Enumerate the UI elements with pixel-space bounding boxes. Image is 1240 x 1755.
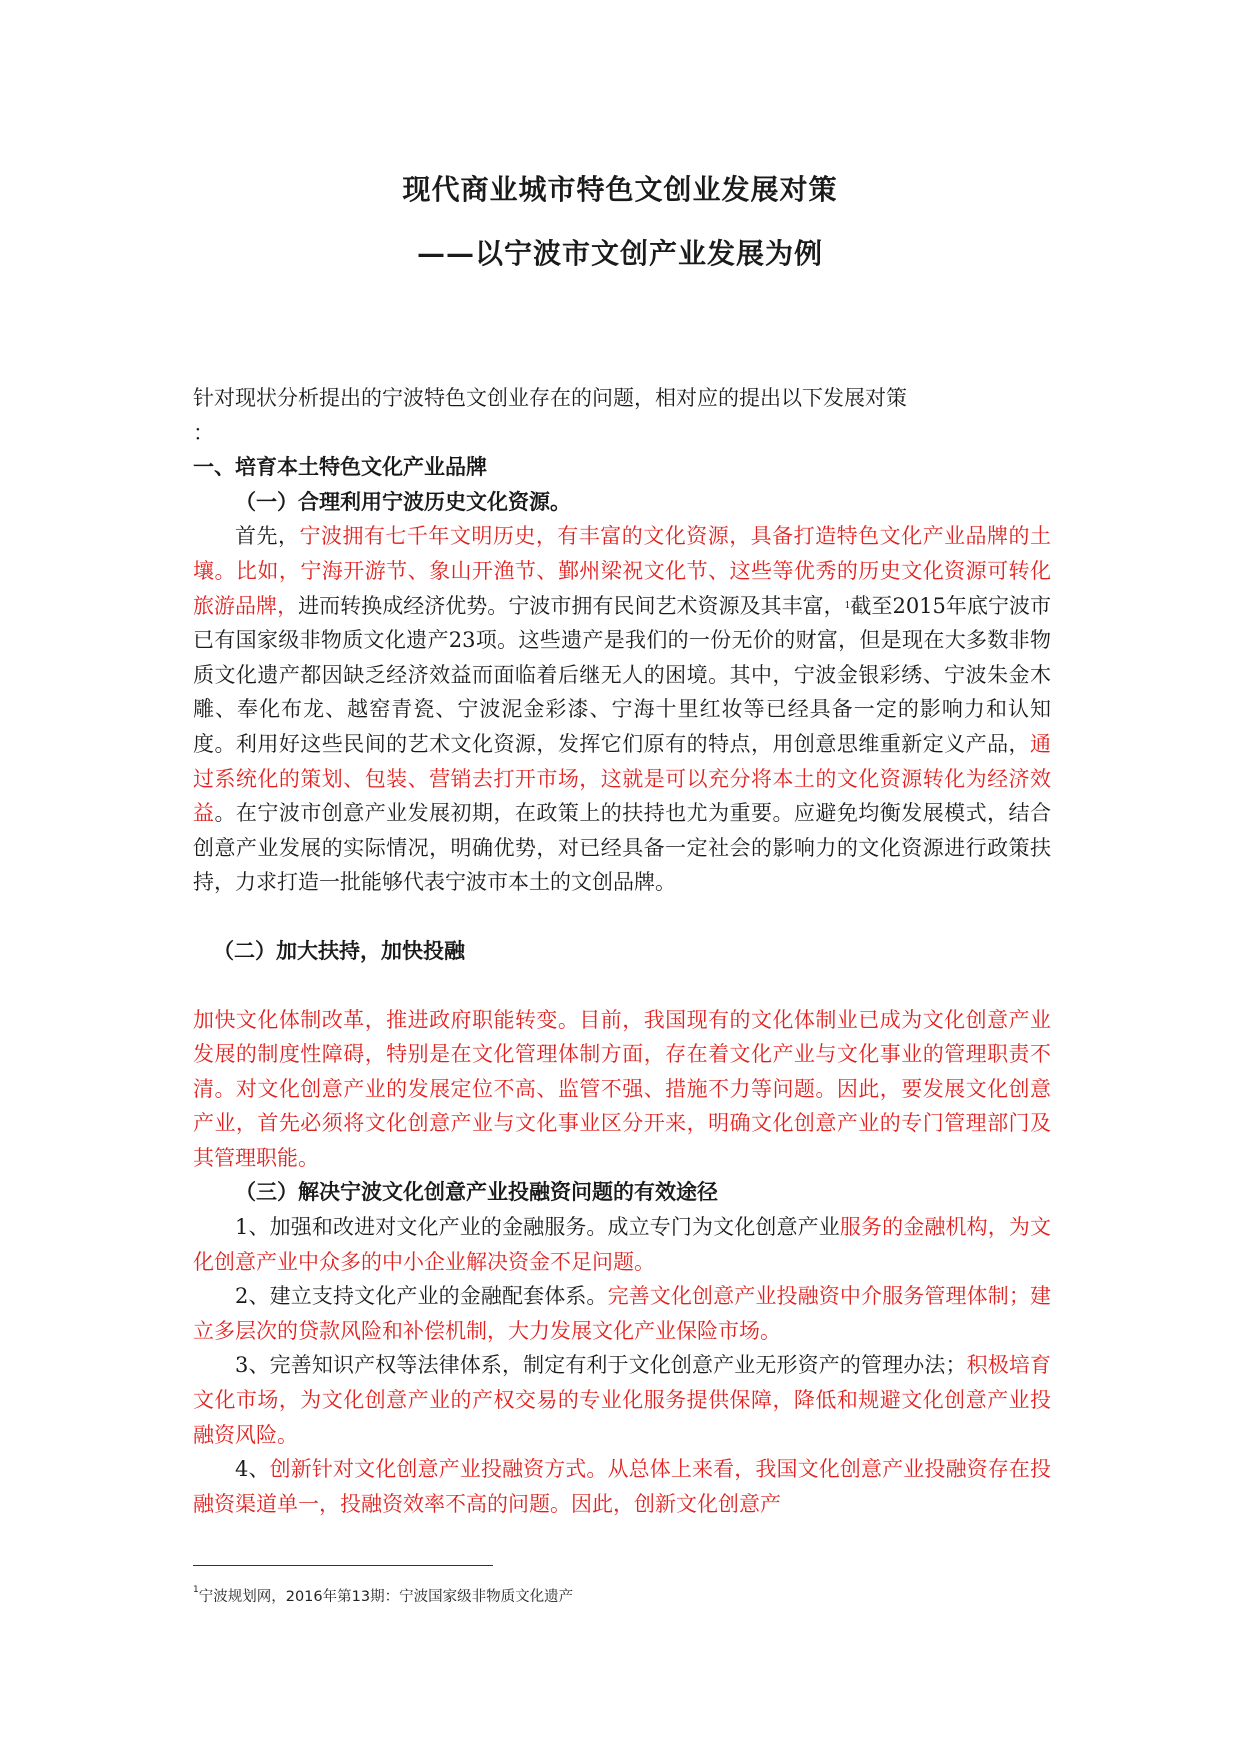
subsection-heading-2: （二）加大扶持，加快投融 [213,937,465,963]
paragraph-history-resources: 首先，宁波拥有七千年文明历史，有丰富的文化资源，具备打造特色文化产业品牌的土壤。比如，宁海开游节、象山开渔节、鄞州梁祝文化节、这些等优秀的历史文化资源可转化旅游品牌，进而转换成经济优势。宁波市拥有民间艺术资源及其丰富，$^1$截至2015年底宁波市已有国家级非物质文化遗产23项。这些遗产是我们的一份无价的财富，但是现在大多数非物质文化遗产都因缺乏经济效益而面临着后继无人的困境。其中，宁波金银彩绣、宁波朱金木雕、奉化布龙、越窑青瓷、宁波泥金彩漆、宁海十里红妆等已经具备一定的影响力和认知度。利用好这些民间的艺术文化资源，发挥它们原有的特点，用创意思维重新定义产品，通过系统化的策划、包装、营销去打开市场，这就是可以充分将本土的文化资源转化为经济效益。在宁波市创意产业发展初期，在政策上的扶持也尤为重要。应避免均衡发展模式，结合创意产业发展的实际情况，明确优势，对已经具备一定社会的影响力的文化资源进行政策扶持，力求打造一批能够代表宁波市本土的文创品牌。 [193,524,1052,895]
subsection-heading-3: （三）解决宁波文化创意产业投融资问题的有效途径 [235,1179,718,1205]
document-body [193,381,1051,1521]
list-item-4: 4、创新针对文化创意产业投融资方式。从总体上来看，我国文化创意产业投融资存在投融资渠道单一，投融资效率不高的问题。因此，创新文化创意产 [193,1457,1051,1516]
subsection-heading-1: （一）合理利用宁波历史文化资源。 [235,488,571,514]
footnote: $^1$宁波规划网，2016年第13期：宁波国家级非物质文化遗产 [193,1585,574,1605]
footnote-divider [193,1565,493,1566]
paragraph-culture-reform: 加快文化体制改革，推进政府职能转变。目前，我国现有的文化体制业已成为文化创意产业发展的制度性障碍，特别是在文化管理体制方面，存在着文化产业与文化事业的管理职责不清。对文化创意产业的发展定位不高、监管不强、措施不力等问题。因此，要发展文化创意产业，首先必须将文化创意产业与文化事业区分开来，明确文化创意产业的专门管理部门及其管理职能。 [193,1007,1051,1170]
document-title: 现代商业城市特色文创业发展对策 [402,173,838,206]
footnote-ref: 1 [844,600,851,611]
section-heading-1: 一、培育本土特色文化产业品牌 [193,454,487,480]
document-subtitle: ——以宁波市文创产业发展为例 [416,237,823,270]
list-item-1: 1、加强和改进对文化产业的金融服务。成立专门为文化创意产业服务的金融机构，为文化创意产业中众多的中小企业解决资金不足问题。 [193,1215,1052,1274]
list-item-3: 3、完善知识产权等法律体系，制定有利于文化创意产业无形资产的管理办法；积极培育文化市场，为文化创意产业的产权交易的专业化服务提供保障，降低和规避文化创意产业投融资风险。 [193,1353,1052,1447]
intro-paragraph: 针对现状分析提出的宁波特色文创业存在的问题，相对应的提出以下发展对策 ： [193,386,907,445]
list-item-2: 2、建立支持文化产业的金融配套体系。完善文化创意产业投融资中介服务管理体制；建立多层次的贷款风险和补偿机制，大力发展文化产业保险市场。 [193,1284,1052,1343]
